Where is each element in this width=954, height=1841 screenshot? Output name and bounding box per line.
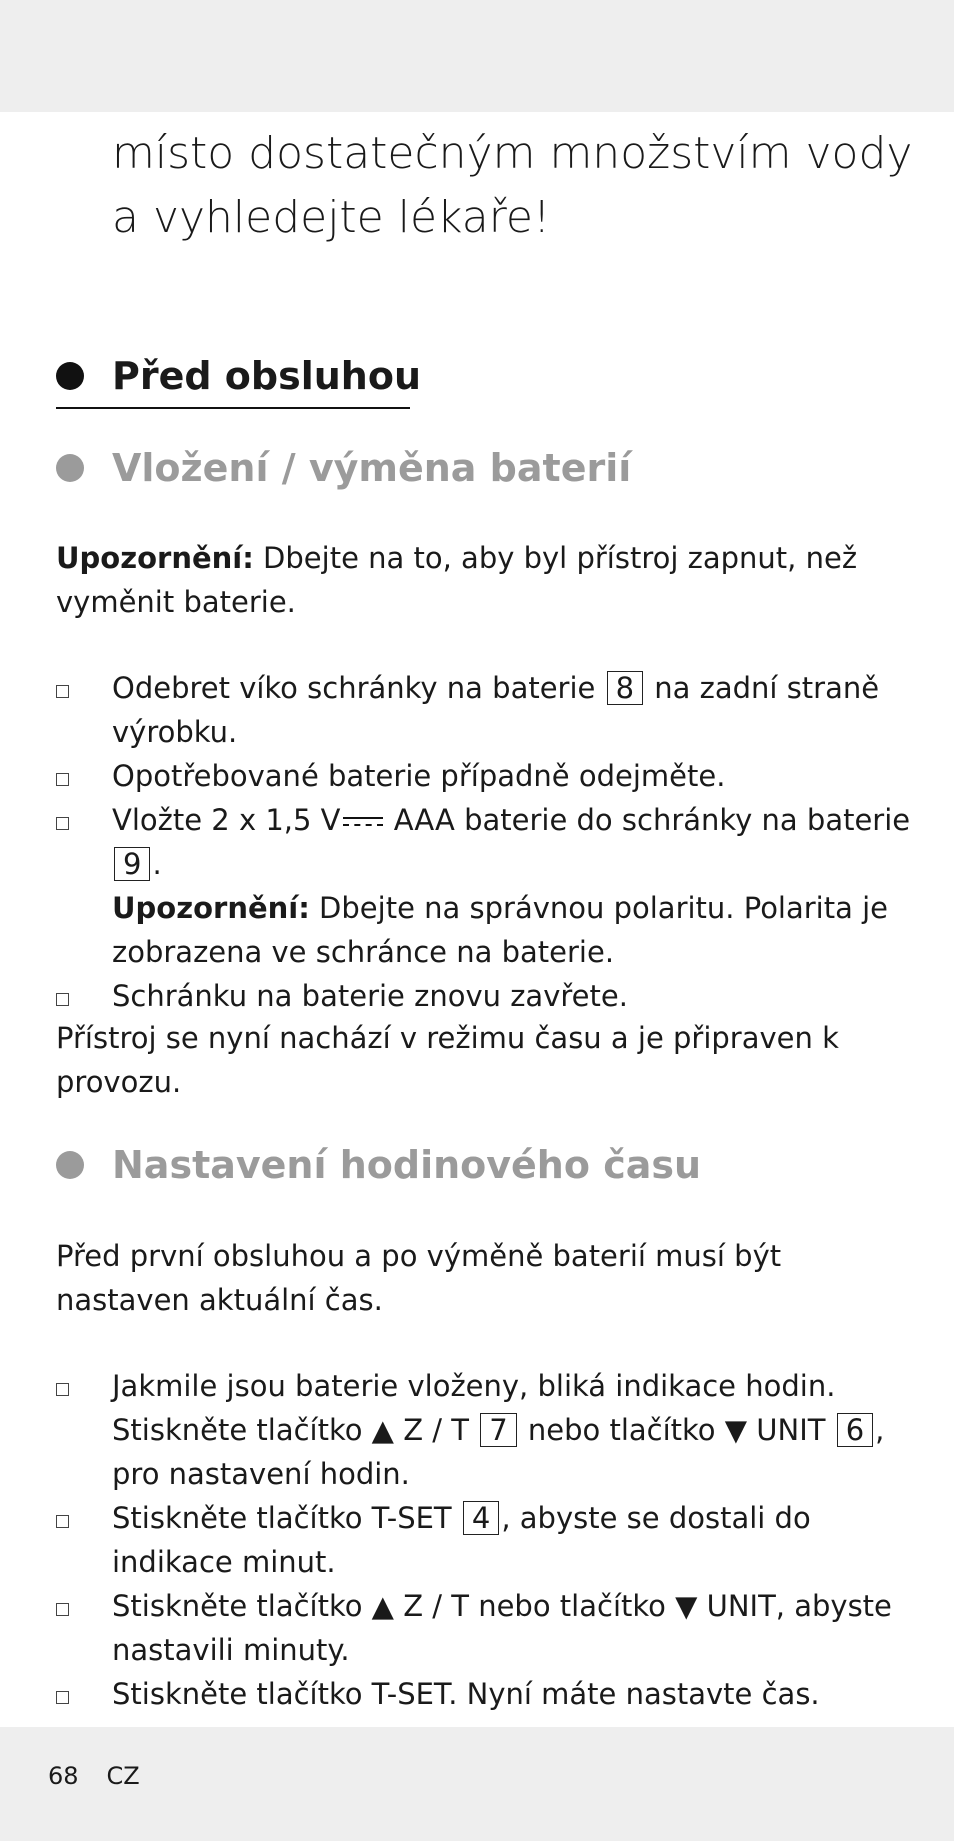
intro-text: místo dostatečným množstvím vody a vyhledejte lékaře! — [112, 128, 913, 243]
ref-number-box: 7 — [480, 1413, 516, 1447]
subheading-time — [56, 1143, 701, 1187]
list-item: Vložte 2 x 1,5 V AAA baterie do schránky na baterie 9 . Upozornění: Dbejte na správnou polaritu. Polarita je zobrazena ve schránce na baterie. — [56, 798, 916, 974]
ref-number-box: 9 — [114, 847, 150, 881]
battery-steps — [56, 666, 916, 1018]
bullet-dot-icon — [56, 1151, 84, 1179]
subheading-title: Nastavení hodinového času — [112, 1143, 702, 1187]
note-text: Dbejte na to, aby byl přístroj zapnut, než vyměnit baterie. — [56, 541, 858, 619]
time-intro: Před první obsluhou a po výměně baterií musí být nastaven aktuální čas. — [56, 1239, 782, 1317]
subheading-title: Vložení / výměna baterií — [112, 446, 632, 490]
list-item: Schránku na baterie znovu zavřete. — [56, 974, 916, 1018]
checkbox-square-icon — [56, 817, 69, 830]
checkbox-square-icon — [56, 1383, 69, 1396]
bottom-margin-band — [0, 1727, 954, 1841]
time-steps — [56, 1364, 916, 1716]
checkbox-square-icon — [56, 1603, 69, 1616]
ref-number-box: 6 — [837, 1413, 873, 1447]
page-number: 68 — [48, 1762, 79, 1790]
note-label: Upozornění: — [56, 541, 254, 575]
list-item: Stiskněte tlačítko T-SET 4 , abyste se dostali do indikace minut. — [56, 1496, 916, 1584]
ref-number-box: 4 — [463, 1501, 499, 1535]
note-label: Upozornění: — [112, 891, 310, 925]
checkbox-square-icon — [56, 993, 69, 1006]
language-code: CZ — [106, 1762, 140, 1790]
section-heading-main — [56, 354, 421, 398]
top-margin-band — [0, 0, 954, 112]
dc-symbol-icon — [343, 815, 383, 829]
battery-result: Přístroj se nyní nachází v režimu času a je připraven k provozu. — [56, 1021, 839, 1099]
bullet-dot-icon — [56, 454, 84, 482]
list-item: Stiskněte tlačítko T-SET. Nyní máte nastavte čas. — [56, 1672, 916, 1716]
checkbox-square-icon — [56, 1515, 69, 1528]
page-footer — [48, 1762, 140, 1790]
checkbox-square-icon — [56, 773, 69, 786]
checkbox-square-icon — [56, 1691, 69, 1704]
list-item: Odebret víko schránky na baterie 8 na zadní straně výrobku. — [56, 666, 916, 754]
battery-note — [56, 536, 916, 624]
heading-underline — [56, 407, 410, 409]
subheading-batteries — [56, 446, 631, 490]
list-item: Jakmile jsou baterie vloženy, bliká indikace hodin. Stiskněte tlačítko ▲ Z / T 7 nebo tlačítko ▼ UNIT 6 , pro nastavení hodin. — [56, 1364, 916, 1496]
list-item: Opotřebované baterie případně odejměte. — [56, 754, 916, 798]
checkbox-square-icon — [56, 685, 69, 698]
section-title: Před obsluhou — [112, 354, 422, 398]
ref-number-box: 8 — [607, 671, 643, 705]
bullet-dot-icon — [56, 362, 84, 390]
list-item: Stiskněte tlačítko ▲ Z / T nebo tlačítko ▼ UNIT, abyste nastavili minuty. — [56, 1584, 916, 1672]
